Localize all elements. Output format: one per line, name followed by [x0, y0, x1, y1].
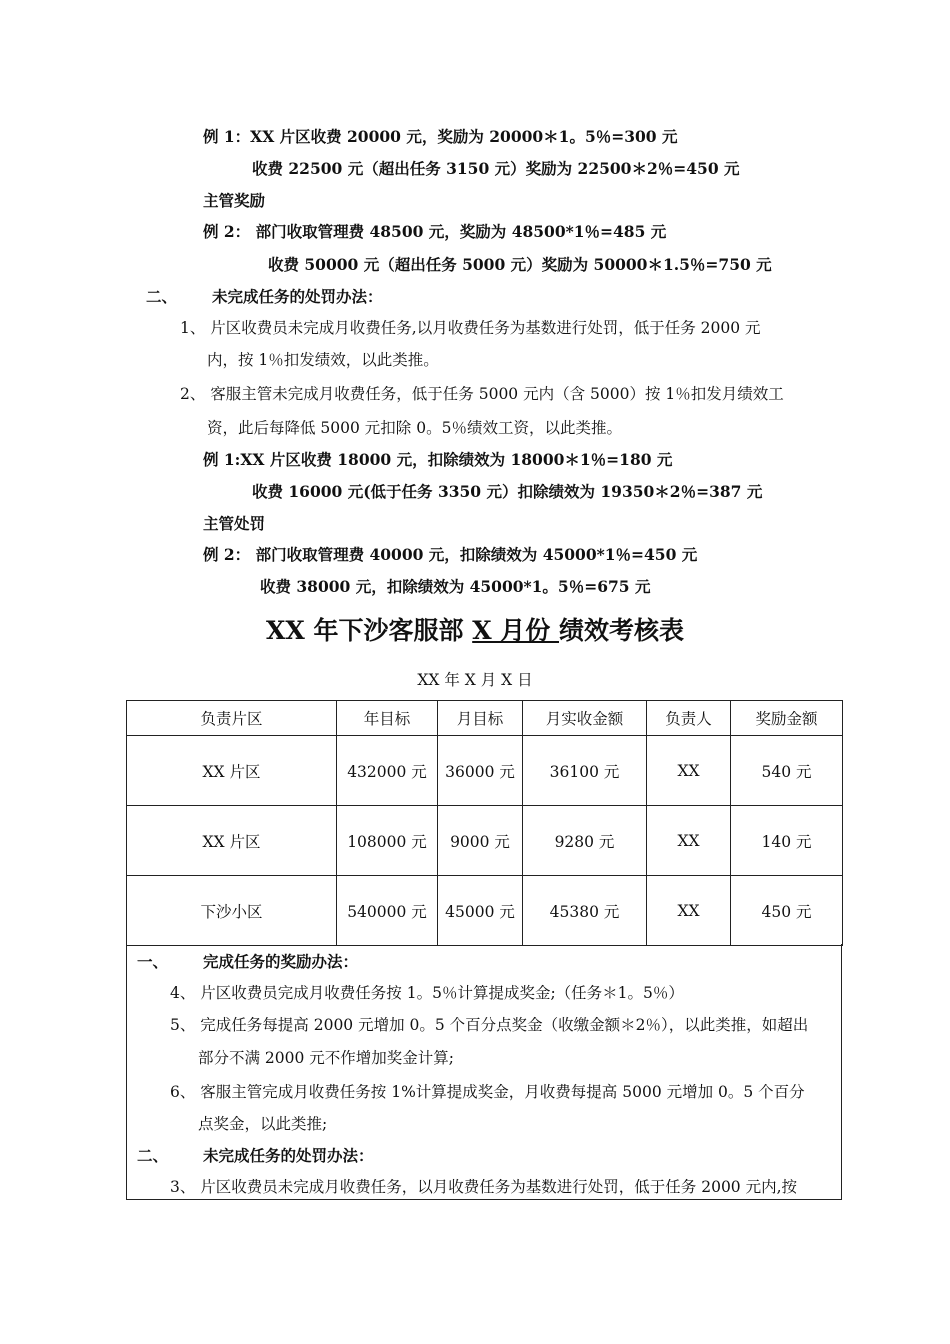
cell-area: XX 片区	[127, 806, 337, 876]
cell-actual-amount: 45380 元	[523, 876, 647, 946]
penalty-item-2-line-2: 资，此后每降低 5000 元扣除 0。5％绩效工资，以此类推。	[207, 419, 622, 437]
col-header-annual-target: 年目标	[337, 701, 438, 736]
reward-example-1-line-2: 收费 22500 元（超出任务 3150 元）奖励为 22500＊2％=450 元	[252, 159, 740, 178]
rules-box	[126, 944, 842, 1200]
box-section-1-title: 完成任务的奖励办法：	[203, 952, 359, 971]
penalty-example-1-line-1: 例 1:XX 片区收费 18000 元，扣除绩效为 18000＊1％=180 元	[203, 450, 673, 469]
col-header-monthly-target: 月目标	[438, 701, 523, 736]
col-header-reward: 奖励金额	[731, 701, 843, 736]
cell-area: 下沙小区	[127, 876, 337, 946]
box-section-2-title: 未完成任务的处罚办法：	[203, 1146, 374, 1165]
cell-annual-target: 108000 元	[337, 806, 438, 876]
reward-item-6-line-1: 6、 客服主管完成月收费任务按 1%计算提成奖金，月收费每提高 5000 元增加 0。5 个百分	[170, 1083, 805, 1101]
cell-annual-target: 432000 元	[337, 736, 438, 806]
penalty-example-2-line-2: 收费 38000 元，扣除绩效为 45000*1。5％=675 元	[260, 577, 651, 596]
cell-annual-target: 540000 元	[337, 876, 438, 946]
col-header-owner: 负责人	[647, 701, 731, 736]
section-2-title: 未完成任务的处罚办法：	[212, 287, 383, 306]
cell-area: XX 片区	[127, 736, 337, 806]
reward-item-5-line-1: 5、 完成任务每提高 2000 元增加 0。5 个百分点奖金（收缴金额＊2％），以此类推，如超出	[170, 1016, 809, 1034]
table-row	[127, 806, 843, 876]
reward-example-2-line-1: 例 2： 部门收取管理费 48500 元，奖励为 48500*1％=485 元	[203, 222, 667, 241]
penalty-item-1-line-2: 内，按 1％扣发绩效，以此类推。	[207, 351, 439, 369]
reward-item-4: 4、 片区收费员完成月收费任务按 1。5％计算提成奖金;（任务＊1。5％）	[170, 984, 684, 1002]
title-month: X 月份	[472, 616, 559, 645]
cell-actual-amount: 9280 元	[523, 806, 647, 876]
reward-item-6-line-2: 点奖金，以此类推;	[198, 1115, 328, 1133]
cell-actual-amount: 36100 元	[523, 736, 647, 806]
section-2-number: 二、	[146, 287, 178, 306]
cell-owner: XX	[647, 806, 731, 876]
col-header-area: 负责片区	[127, 701, 337, 736]
penalty-item-3: 3、 片区收费员未完成月收费任务，以月收费任务为基数进行处罚，低于任务 2000 元内,按	[170, 1178, 798, 1196]
title-suffix: 绩效考核表	[559, 616, 685, 645]
table-row	[127, 736, 843, 806]
report-date: XX 年 X 月 X 日	[417, 671, 533, 689]
table-row	[127, 876, 843, 946]
penalty-example-1-line-2: 收费 16000 元(低于任务 3350 元）扣除绩效为 19350＊2％=387 元	[252, 482, 763, 501]
cell-reward: 540 元	[731, 736, 843, 806]
penalty-example-2-line-1: 例 2： 部门收取管理费 40000 元，扣除绩效为 45000*1％=450 元	[203, 545, 698, 564]
performance-table	[126, 700, 843, 946]
cell-owner: XX	[647, 736, 731, 806]
penalty-item-1-line-1: 1、 片区收费员未完成月收费任务,以月收费任务为基数进行处罚，低于任务 2000 元	[180, 319, 761, 337]
penalty-item-2-line-1: 2、 客服主管未完成月收费任务，低于任务 5000 元内（含 5000）按 1％扣发月绩效工	[180, 385, 784, 403]
cell-reward: 450 元	[731, 876, 843, 946]
supervisor-reward-heading: 主管奖励	[203, 191, 266, 210]
cell-monthly-target: 9000 元	[438, 806, 523, 876]
supervisor-penalty-heading: 主管处罚	[203, 514, 266, 533]
cell-owner: XX	[647, 876, 731, 946]
cell-reward: 140 元	[731, 806, 843, 876]
title-prefix: XX 年下沙客服部	[265, 616, 473, 645]
reward-example-1-line-1: 例 1：XX 片区收费 20000 元，奖励为 20000＊1。5％=300 元	[203, 127, 678, 146]
reward-item-5-line-2: 部分不满 2000 元不作增加奖金计算;	[198, 1049, 455, 1067]
col-header-actual-amount: 月实收金额	[523, 701, 647, 736]
reward-example-2-line-2: 收费 50000 元（超出任务 5000 元）奖励为 50000＊1.5％=750 元	[268, 255, 772, 274]
table-header-row	[127, 701, 843, 736]
box-section-1-number: 一、	[137, 952, 169, 971]
page-title	[0, 614, 950, 648]
cell-monthly-target: 36000 元	[438, 736, 523, 806]
cell-monthly-target: 45000 元	[438, 876, 523, 946]
box-section-2-number: 二、	[137, 1146, 169, 1165]
